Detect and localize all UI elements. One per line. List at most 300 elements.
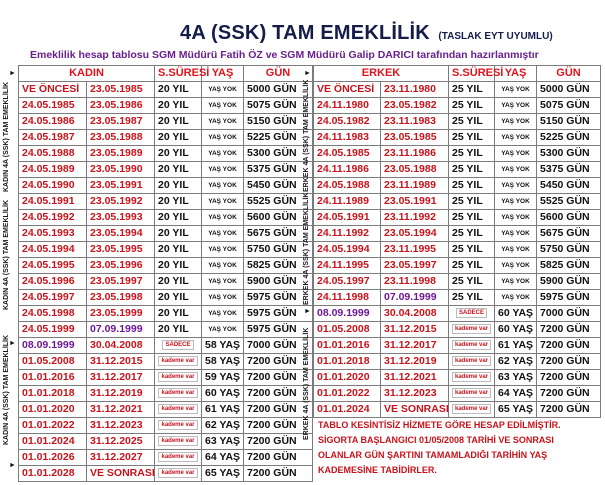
- erkek-row: [314, 114, 601, 130]
- footnote-line: TABLO KESİNTİSİZ HİZMETE GÖRE HESAP EDİLMİŞTİR.: [318, 420, 561, 430]
- kadin-sure-cell: 20 YIL: [155, 146, 202, 162]
- erkek-to-cell: 07.09.1999: [381, 290, 449, 306]
- kadin-from-cell: 01.01.2020: [19, 402, 87, 418]
- kadin-from-cell: 01.01.2016: [19, 370, 87, 386]
- kadin-sure-cell: 20 YIL: [155, 162, 202, 178]
- erkek-sure-cell: 25 YIL: [449, 194, 495, 210]
- kadin-row: [19, 98, 313, 114]
- kadin-yas-cell: YAŞ YOK: [202, 114, 244, 130]
- erkek-gun-cell: 7000 GÜN: [537, 306, 601, 322]
- kadin-ssuresi-header: S.SÜRESİ: [155, 66, 202, 82]
- kadin-sure-cell: [155, 450, 202, 466]
- kadin-row: [19, 466, 313, 482]
- erkek-from-cell: 24.05.1985: [314, 146, 381, 162]
- kadin-header-row: [19, 66, 313, 82]
- erkek-yas-cell: 60 YAŞ: [495, 322, 537, 338]
- erkek-yas-cell: YAŞ YOK: [495, 98, 537, 114]
- erkek-from-cell: 01.01.2024: [314, 402, 381, 418]
- erkek-to-cell: VE SONRASI: [381, 402, 449, 418]
- erkek-row: [314, 162, 601, 178]
- erkek-from-cell: 24.11.1989: [314, 194, 381, 210]
- erkek-to-cell: 23.11.1986: [381, 146, 449, 162]
- kadin-from-cell: 01.01.2028: [19, 466, 87, 482]
- kadin-yas-cell: YAŞ YOK: [202, 162, 244, 178]
- kadin-yas-cell: YAŞ YOK: [202, 98, 244, 114]
- erkek-gun-cell: 5900 GÜN: [537, 274, 601, 290]
- kadin-gun-cell: 7200 GÜN: [244, 434, 313, 450]
- arrow-left-bottom-icon: ►: [9, 462, 16, 469]
- kadin-to-cell: 23.05.1995: [87, 242, 155, 258]
- erkek-row: [314, 322, 601, 338]
- kadin-row: [19, 306, 313, 322]
- erkek-yas-cell: 60 YAŞ: [495, 306, 537, 322]
- kadin-kademe-badge: SADECE: [162, 340, 193, 350]
- erkek-header: ERKEK: [314, 66, 449, 82]
- side-label-mid-3: ERKEK 4A (SSK) TAM EMEKLİLİK: [303, 327, 310, 440]
- erkek-row: [314, 274, 601, 290]
- kadin-yas-cell: 62 YAŞ: [202, 418, 244, 434]
- kadin-to-cell: 23.05.1997: [87, 274, 155, 290]
- kadin-sure-cell: 20 YIL: [155, 322, 202, 338]
- kadin-row: [19, 194, 313, 210]
- erkek-yas-cell: YAŞ YOK: [495, 82, 537, 98]
- erkek-yas-cell: 63 YAŞ: [495, 370, 537, 386]
- kadin-sure-cell: [155, 418, 202, 434]
- kadin-to-cell: 31.12.2027: [87, 450, 155, 466]
- kadin-row: [19, 354, 313, 370]
- kadin-to-cell: 23.05.1988: [87, 130, 155, 146]
- kadin-yas-cell: 58 YAŞ: [202, 338, 244, 354]
- kadin-from-cell: VE ÖNCESİ: [19, 82, 87, 98]
- erkek-to-cell: 30.04.2008: [381, 306, 449, 322]
- kadin-table: [18, 65, 313, 482]
- kadin-gun-cell: 5825 GÜN: [244, 258, 313, 274]
- kadin-to-cell: 23.05.1985: [87, 82, 155, 98]
- erkek-sure-cell: [449, 306, 495, 322]
- erkek-sure-cell: 25 YIL: [449, 274, 495, 290]
- erkek-from-cell: 24.11.1983: [314, 130, 381, 146]
- kadin-to-cell: 07.09.1999: [87, 322, 155, 338]
- erkek-sure-cell: [449, 322, 495, 338]
- erkek-kademe-badge: kademe var: [452, 372, 491, 382]
- erkek-row: [314, 98, 601, 114]
- footnote: [318, 418, 603, 478]
- erkek-kademe-badge: kademe var: [452, 356, 491, 366]
- erkek-gun-cell: 5825 GÜN: [537, 258, 601, 274]
- kadin-gun-cell: 5075 GÜN: [244, 98, 313, 114]
- footnote-line: SİGORTA BAŞLANGICI 01/05/2008 TARİHİ VE SONRASI: [318, 435, 554, 445]
- kadin-gun-cell: 7000 GÜN: [244, 338, 313, 354]
- kadin-row: [19, 386, 313, 402]
- kadin-to-cell: 31.12.2025: [87, 434, 155, 450]
- kadin-row: [19, 242, 313, 258]
- kadin-kademe-badge: kademe var: [158, 436, 197, 446]
- erkek-gun-cell: 7200 GÜN: [537, 354, 601, 370]
- kadin-sure-cell: [155, 402, 202, 418]
- kadin-to-cell: 31.12.2021: [87, 402, 155, 418]
- erkek-yas-cell: 64 YAŞ: [495, 386, 537, 402]
- footnote-line: KADEMESİNE TABİDİRLER.: [318, 465, 437, 475]
- kadin-to-cell: VE SONRASI: [87, 466, 155, 482]
- kadin-from-cell: 24.05.1991: [19, 194, 87, 210]
- erkek-kademe-badge: kademe var: [452, 324, 491, 334]
- erkek-gun-cell: 5150 GÜN: [537, 114, 601, 130]
- kadin-yas-cell: YAŞ YOK: [202, 322, 244, 338]
- side-label-left-3: KADIN 4A (SSK) TAM EMEKLİLİK: [3, 334, 10, 445]
- kadin-kademe-badge: kademe var: [158, 452, 197, 462]
- kadin-yas-header: YAŞ: [202, 66, 244, 82]
- kadin-kademe-badge: kademe var: [158, 388, 197, 398]
- kadin-to-cell: 23.05.1996: [87, 258, 155, 274]
- erkek-from-cell: 08.09.1999: [314, 306, 381, 322]
- erkek-from-cell: 24.11.1998: [314, 290, 381, 306]
- erkek-yas-cell: YAŞ YOK: [495, 162, 537, 178]
- erkek-yas-cell: YAŞ YOK: [495, 242, 537, 258]
- kadin-yas-cell: 64 YAŞ: [202, 450, 244, 466]
- kadin-sure-cell: 20 YIL: [155, 82, 202, 98]
- kadin-row: [19, 418, 313, 434]
- kadin-yas-cell: 58 YAŞ: [202, 354, 244, 370]
- kadin-gun-cell: 5375 GÜN: [244, 162, 313, 178]
- kadin-from-cell: 01.05.2008: [19, 354, 87, 370]
- erkek-yas-cell: YAŞ YOK: [495, 146, 537, 162]
- erkek-gun-cell: 7200 GÜN: [537, 338, 601, 354]
- erkek-yas-cell: YAŞ YOK: [495, 114, 537, 130]
- erkek-yas-cell: YAŞ YOK: [495, 226, 537, 242]
- erkek-from-cell: 24.11.1992: [314, 226, 381, 242]
- kadin-to-cell: 31.12.2019: [87, 386, 155, 402]
- kadin-to-cell: 23.05.1987: [87, 114, 155, 130]
- erkek-row: [314, 370, 601, 386]
- kadin-row: [19, 450, 313, 466]
- kadin-row: [19, 226, 313, 242]
- kadin-gun-cell: 7200 GÜN: [244, 466, 313, 482]
- kadin-row: [19, 290, 313, 306]
- footnote-line: OLANLAR GÜN ŞARTINI TAMAMLADIĞI TARİHİN YAŞ: [318, 450, 548, 460]
- erkek-yas-cell: 65 YAŞ: [495, 402, 537, 418]
- kadin-from-cell: 01.01.2026: [19, 450, 87, 466]
- erkek-from-cell: 01.01.2016: [314, 338, 381, 354]
- kadin-to-cell: 30.04.2008: [87, 338, 155, 354]
- erkek-yas-cell: YAŞ YOK: [495, 130, 537, 146]
- erkek-gun-cell: 5525 GÜN: [537, 194, 601, 210]
- kadin-yas-cell: YAŞ YOK: [202, 146, 244, 162]
- kadin-from-cell: 24.05.1993: [19, 226, 87, 242]
- erkek-gun-cell: 5375 GÜN: [537, 162, 601, 178]
- kadin-yas-cell: YAŞ YOK: [202, 82, 244, 98]
- kadin-row: [19, 370, 313, 386]
- erkek-from-cell: 01.01.2020: [314, 370, 381, 386]
- erkek-row: [314, 130, 601, 146]
- kadin-gun-cell: 7200 GÜN: [244, 402, 313, 418]
- kadin-yas-cell: YAŞ YOK: [202, 194, 244, 210]
- kadin-yas-cell: YAŞ YOK: [202, 178, 244, 194]
- erkek-sure-cell: [449, 402, 495, 418]
- erkek-to-cell: 23.05.1994: [381, 226, 449, 242]
- erkek-row: [314, 82, 601, 98]
- kadin-row: [19, 130, 313, 146]
- kadin-to-cell: 23.05.1994: [87, 226, 155, 242]
- kadin-yas-cell: YAŞ YOK: [202, 274, 244, 290]
- erkek-to-cell: 31.12.2021: [381, 370, 449, 386]
- erkek-gun-cell: 5600 GÜN: [537, 210, 601, 226]
- kadin-row: [19, 162, 313, 178]
- erkek-sure-cell: [449, 338, 495, 354]
- kadin-gun-cell: 5525 GÜN: [244, 194, 313, 210]
- title-main: 4A (SSK) TAM EMEKLİLİK: [180, 22, 430, 44]
- erkek-sure-cell: [449, 354, 495, 370]
- erkek-to-cell: 23.11.1980: [381, 82, 449, 98]
- erkek-to-cell: 23.11.1995: [381, 242, 449, 258]
- kadin-row: [19, 82, 313, 98]
- kadin-sure-cell: 20 YIL: [155, 242, 202, 258]
- kadin-gun-cell: 7200 GÜN: [244, 354, 313, 370]
- erkek-gun-cell: 7200 GÜN: [537, 370, 601, 386]
- erkek-sure-cell: 25 YIL: [449, 178, 495, 194]
- erkek-row: [314, 354, 601, 370]
- kadin-yas-cell: YAŞ YOK: [202, 210, 244, 226]
- erkek-sure-cell: 25 YIL: [449, 162, 495, 178]
- erkek-ssuresi-header: S.SÜRESİ: [449, 66, 495, 82]
- kadin-gun-cell: 7200 GÜN: [244, 386, 313, 402]
- erkek-gun-cell: 5075 GÜN: [537, 98, 601, 114]
- kadin-sure-cell: 20 YIL: [155, 274, 202, 290]
- kadin-kademe-badge: kademe var: [158, 468, 197, 478]
- kadin-from-cell: 24.05.1997: [19, 290, 87, 306]
- kadin-sure-cell: 20 YIL: [155, 114, 202, 130]
- kadin-yas-cell: 61 YAŞ: [202, 402, 244, 418]
- kadin-sure-cell: [155, 354, 202, 370]
- erkek-from-cell: VE ÖNCESİ: [314, 82, 381, 98]
- erkek-sure-cell: 25 YIL: [449, 290, 495, 306]
- kadin-from-cell: 01.01.2022: [19, 418, 87, 434]
- erkek-gun-header: GÜN: [537, 66, 601, 82]
- erkek-sure-cell: 25 YIL: [449, 114, 495, 130]
- erkek-gun-cell: 5750 GÜN: [537, 242, 601, 258]
- kadin-from-cell: 24.05.1996: [19, 274, 87, 290]
- kadin-gun-cell: 7200 GÜN: [244, 450, 313, 466]
- erkek-table: [313, 65, 601, 418]
- kadin-to-cell: 31.12.2017: [87, 370, 155, 386]
- kadin-sure-cell: [155, 466, 202, 482]
- kadin-gun-cell: 5300 GÜN: [244, 146, 313, 162]
- erkek-row: [314, 258, 601, 274]
- erkek-to-cell: 23.11.1998: [381, 274, 449, 290]
- erkek-from-cell: 01.05.2008: [314, 322, 381, 338]
- kadin-row: [19, 114, 313, 130]
- erkek-row: [314, 338, 601, 354]
- kadin-from-cell: 01.01.2024: [19, 434, 87, 450]
- kadin-sure-cell: 20 YIL: [155, 194, 202, 210]
- erkek-header-row: [314, 66, 601, 82]
- kadin-from-cell: 24.05.1990: [19, 178, 87, 194]
- kadin-to-cell: 23.05.1986: [87, 98, 155, 114]
- erkek-yas-cell: YAŞ YOK: [495, 194, 537, 210]
- arrow-left-top-icon: ►: [9, 70, 16, 77]
- kadin-header: KADIN: [19, 66, 155, 82]
- kadin-sure-cell: [155, 434, 202, 450]
- erkek-from-cell: 24.11.1995: [314, 258, 381, 274]
- kadin-yas-cell: YAŞ YOK: [202, 306, 244, 322]
- erkek-yas-cell: 61 YAŞ: [495, 338, 537, 354]
- kadin-gun-cell: 5225 GÜN: [244, 130, 313, 146]
- kadin-kademe-badge: kademe var: [158, 404, 197, 414]
- kadin-row: [19, 322, 313, 338]
- erkek-row: [314, 386, 601, 402]
- kadin-yas-cell: YAŞ YOK: [202, 226, 244, 242]
- kadin-from-cell: 08.09.1999: [19, 338, 87, 354]
- erkek-yas-cell: 62 YAŞ: [495, 354, 537, 370]
- kadin-gun-cell: 7200 GÜN: [244, 418, 313, 434]
- erkek-row: [314, 178, 601, 194]
- erkek-to-cell: 23.05.1997: [381, 258, 449, 274]
- erkek-to-cell: 23.05.1985: [381, 130, 449, 146]
- erkek-to-cell: 31.12.2015: [381, 322, 449, 338]
- kadin-sure-cell: 20 YIL: [155, 290, 202, 306]
- kadin-to-cell: 23.05.1991: [87, 178, 155, 194]
- erkek-gun-cell: 5300 GÜN: [537, 146, 601, 162]
- erkek-sure-cell: [449, 370, 495, 386]
- kadin-to-cell: 23.05.1993: [87, 210, 155, 226]
- title-note: (TASLAK EYT UYUMLU): [438, 31, 553, 42]
- kadin-yas-cell: 60 YAŞ: [202, 386, 244, 402]
- erkek-yas-cell: YAŞ YOK: [495, 290, 537, 306]
- erkek-row: [314, 194, 601, 210]
- kadin-gun-cell: 5975 GÜN: [244, 306, 313, 322]
- side-label-mid-1: ERKEK 4A (SSK) TAM EMEKLİLİK: [303, 79, 310, 192]
- kadin-to-cell: 31.12.2015: [87, 354, 155, 370]
- kadin-sure-cell: [155, 370, 202, 386]
- erkek-from-cell: 01.01.2022: [314, 386, 381, 402]
- erkek-to-cell: 23.11.1989: [381, 178, 449, 194]
- kadin-from-cell: 24.05.1985: [19, 98, 87, 114]
- kadin-sure-cell: 20 YIL: [155, 258, 202, 274]
- erkek-row: [314, 402, 601, 418]
- kadin-sure-cell: 20 YIL: [155, 130, 202, 146]
- erkek-to-cell: 31.12.2019: [381, 354, 449, 370]
- erkek-sure-cell: 25 YIL: [449, 258, 495, 274]
- erkek-from-cell: 24.05.1991: [314, 210, 381, 226]
- kadin-from-cell: 24.05.1986: [19, 114, 87, 130]
- kadin-from-cell: 01.01.2018: [19, 386, 87, 402]
- erkek-to-cell: 23.11.1983: [381, 114, 449, 130]
- erkek-sure-cell: 25 YIL: [449, 98, 495, 114]
- erkek-sure-cell: 25 YIL: [449, 242, 495, 258]
- kadin-gun-cell: 5150 GÜN: [244, 114, 313, 130]
- kadin-yas-cell: YAŞ YOK: [202, 290, 244, 306]
- page-subtitle: Emeklilik hesap tablosu SGM Müdürü Fatih ÖZ ve SGM Müdürü Galip DARICI tarafından hazırlanmıştır: [30, 49, 539, 61]
- arrow-left-mid-icon: ►: [9, 340, 16, 347]
- erkek-row: [314, 242, 601, 258]
- kadin-sure-cell: 20 YIL: [155, 178, 202, 194]
- kadin-row: [19, 274, 313, 290]
- kadin-to-cell: 23.05.1992: [87, 194, 155, 210]
- kadin-gun-cell: 5750 GÜN: [244, 242, 313, 258]
- erkek-gun-cell: 5975 GÜN: [537, 290, 601, 306]
- erkek-sure-cell: [449, 386, 495, 402]
- kadin-sure-cell: 20 YIL: [155, 210, 202, 226]
- kadin-sure-cell: 20 YIL: [155, 306, 202, 322]
- erkek-sure-cell: 25 YIL: [449, 82, 495, 98]
- kadin-sure-cell: 20 YIL: [155, 226, 202, 242]
- side-label-mid-2: ERKEK 4A (SSK) TAM EMEKLİLİK: [303, 192, 310, 305]
- arrow-mid-mid-icon: ►: [304, 308, 311, 315]
- kadin-gun-cell: 5900 GÜN: [244, 274, 313, 290]
- erkek-row: [314, 210, 601, 226]
- erkek-gun-cell: 7200 GÜN: [537, 402, 601, 418]
- erkek-to-cell: 23.05.1988: [381, 162, 449, 178]
- kadin-row: [19, 402, 313, 418]
- kadin-gun-cell: 5450 GÜN: [244, 178, 313, 194]
- erkek-kademe-badge: SADECE: [456, 308, 487, 318]
- erkek-kademe-badge: kademe var: [452, 404, 491, 414]
- erkek-to-cell: 31.12.2017: [381, 338, 449, 354]
- kadin-from-cell: 24.05.1994: [19, 242, 87, 258]
- kadin-kademe-badge: kademe var: [158, 420, 197, 430]
- kadin-gun-cell: 7200 GÜN: [244, 370, 313, 386]
- page-title: [180, 22, 580, 45]
- erkek-from-cell: 24.05.1994: [314, 242, 381, 258]
- erkek-gun-cell: 7200 GÜN: [537, 386, 601, 402]
- kadin-row: [19, 434, 313, 450]
- kadin-from-cell: 24.05.1999: [19, 322, 87, 338]
- side-label-left-1: KADIN 4A (SSK) TAM EMEKLİLİK: [3, 81, 10, 192]
- erkek-sure-cell: 25 YIL: [449, 130, 495, 146]
- kadin-from-cell: 24.05.1988: [19, 146, 87, 162]
- erkek-sure-cell: 25 YIL: [449, 146, 495, 162]
- erkek-row: [314, 290, 601, 306]
- kadin-gun-cell: 5975 GÜN: [244, 290, 313, 306]
- kadin-gun-cell: 5600 GÜN: [244, 210, 313, 226]
- erkek-from-cell: 24.05.1988: [314, 178, 381, 194]
- kadin-to-cell: 31.12.2023: [87, 418, 155, 434]
- erkek-sure-cell: 25 YIL: [449, 226, 495, 242]
- kadin-row: [19, 258, 313, 274]
- erkek-yas-cell: YAŞ YOK: [495, 258, 537, 274]
- kadin-yas-cell: 59 YAŞ: [202, 370, 244, 386]
- arrow-mid-top-icon: ►: [304, 70, 311, 77]
- kadin-row: [19, 210, 313, 226]
- erkek-gun-cell: 5450 GÜN: [537, 178, 601, 194]
- erkek-to-cell: 23.11.1992: [381, 210, 449, 226]
- kadin-kademe-badge: kademe var: [158, 372, 197, 382]
- kadin-to-cell: 23.05.1989: [87, 146, 155, 162]
- erkek-sure-cell: 25 YIL: [449, 210, 495, 226]
- kadin-to-cell: 23.05.1990: [87, 162, 155, 178]
- kadin-row: [19, 338, 313, 354]
- kadin-yas-cell: YAŞ YOK: [202, 130, 244, 146]
- erkek-yas-cell: YAŞ YOK: [495, 178, 537, 194]
- kadin-from-cell: 24.05.1998: [19, 306, 87, 322]
- erkek-gun-cell: 7200 GÜN: [537, 322, 601, 338]
- kadin-to-cell: 23.05.1998: [87, 290, 155, 306]
- erkek-row: [314, 226, 601, 242]
- erkek-from-cell: 24.05.1982: [314, 114, 381, 130]
- kadin-from-cell: 24.05.1992: [19, 210, 87, 226]
- erkek-to-cell: 31.12.2023: [381, 386, 449, 402]
- erkek-kademe-badge: kademe var: [452, 388, 491, 398]
- kadin-row: [19, 146, 313, 162]
- kadin-gun-cell: 5675 GÜN: [244, 226, 313, 242]
- side-label-left-2: KADIN 4A (SSK) TAM EMEKLİLİK: [3, 199, 10, 310]
- kadin-from-cell: 24.05.1989: [19, 162, 87, 178]
- erkek-from-cell: 01.01.2018: [314, 354, 381, 370]
- kadin-to-cell: 23.05.1999: [87, 306, 155, 322]
- erkek-from-cell: 24.11.1986: [314, 162, 381, 178]
- erkek-gun-cell: 5675 GÜN: [537, 226, 601, 242]
- erkek-row: [314, 146, 601, 162]
- kadin-gun-header: GÜN: [244, 66, 313, 82]
